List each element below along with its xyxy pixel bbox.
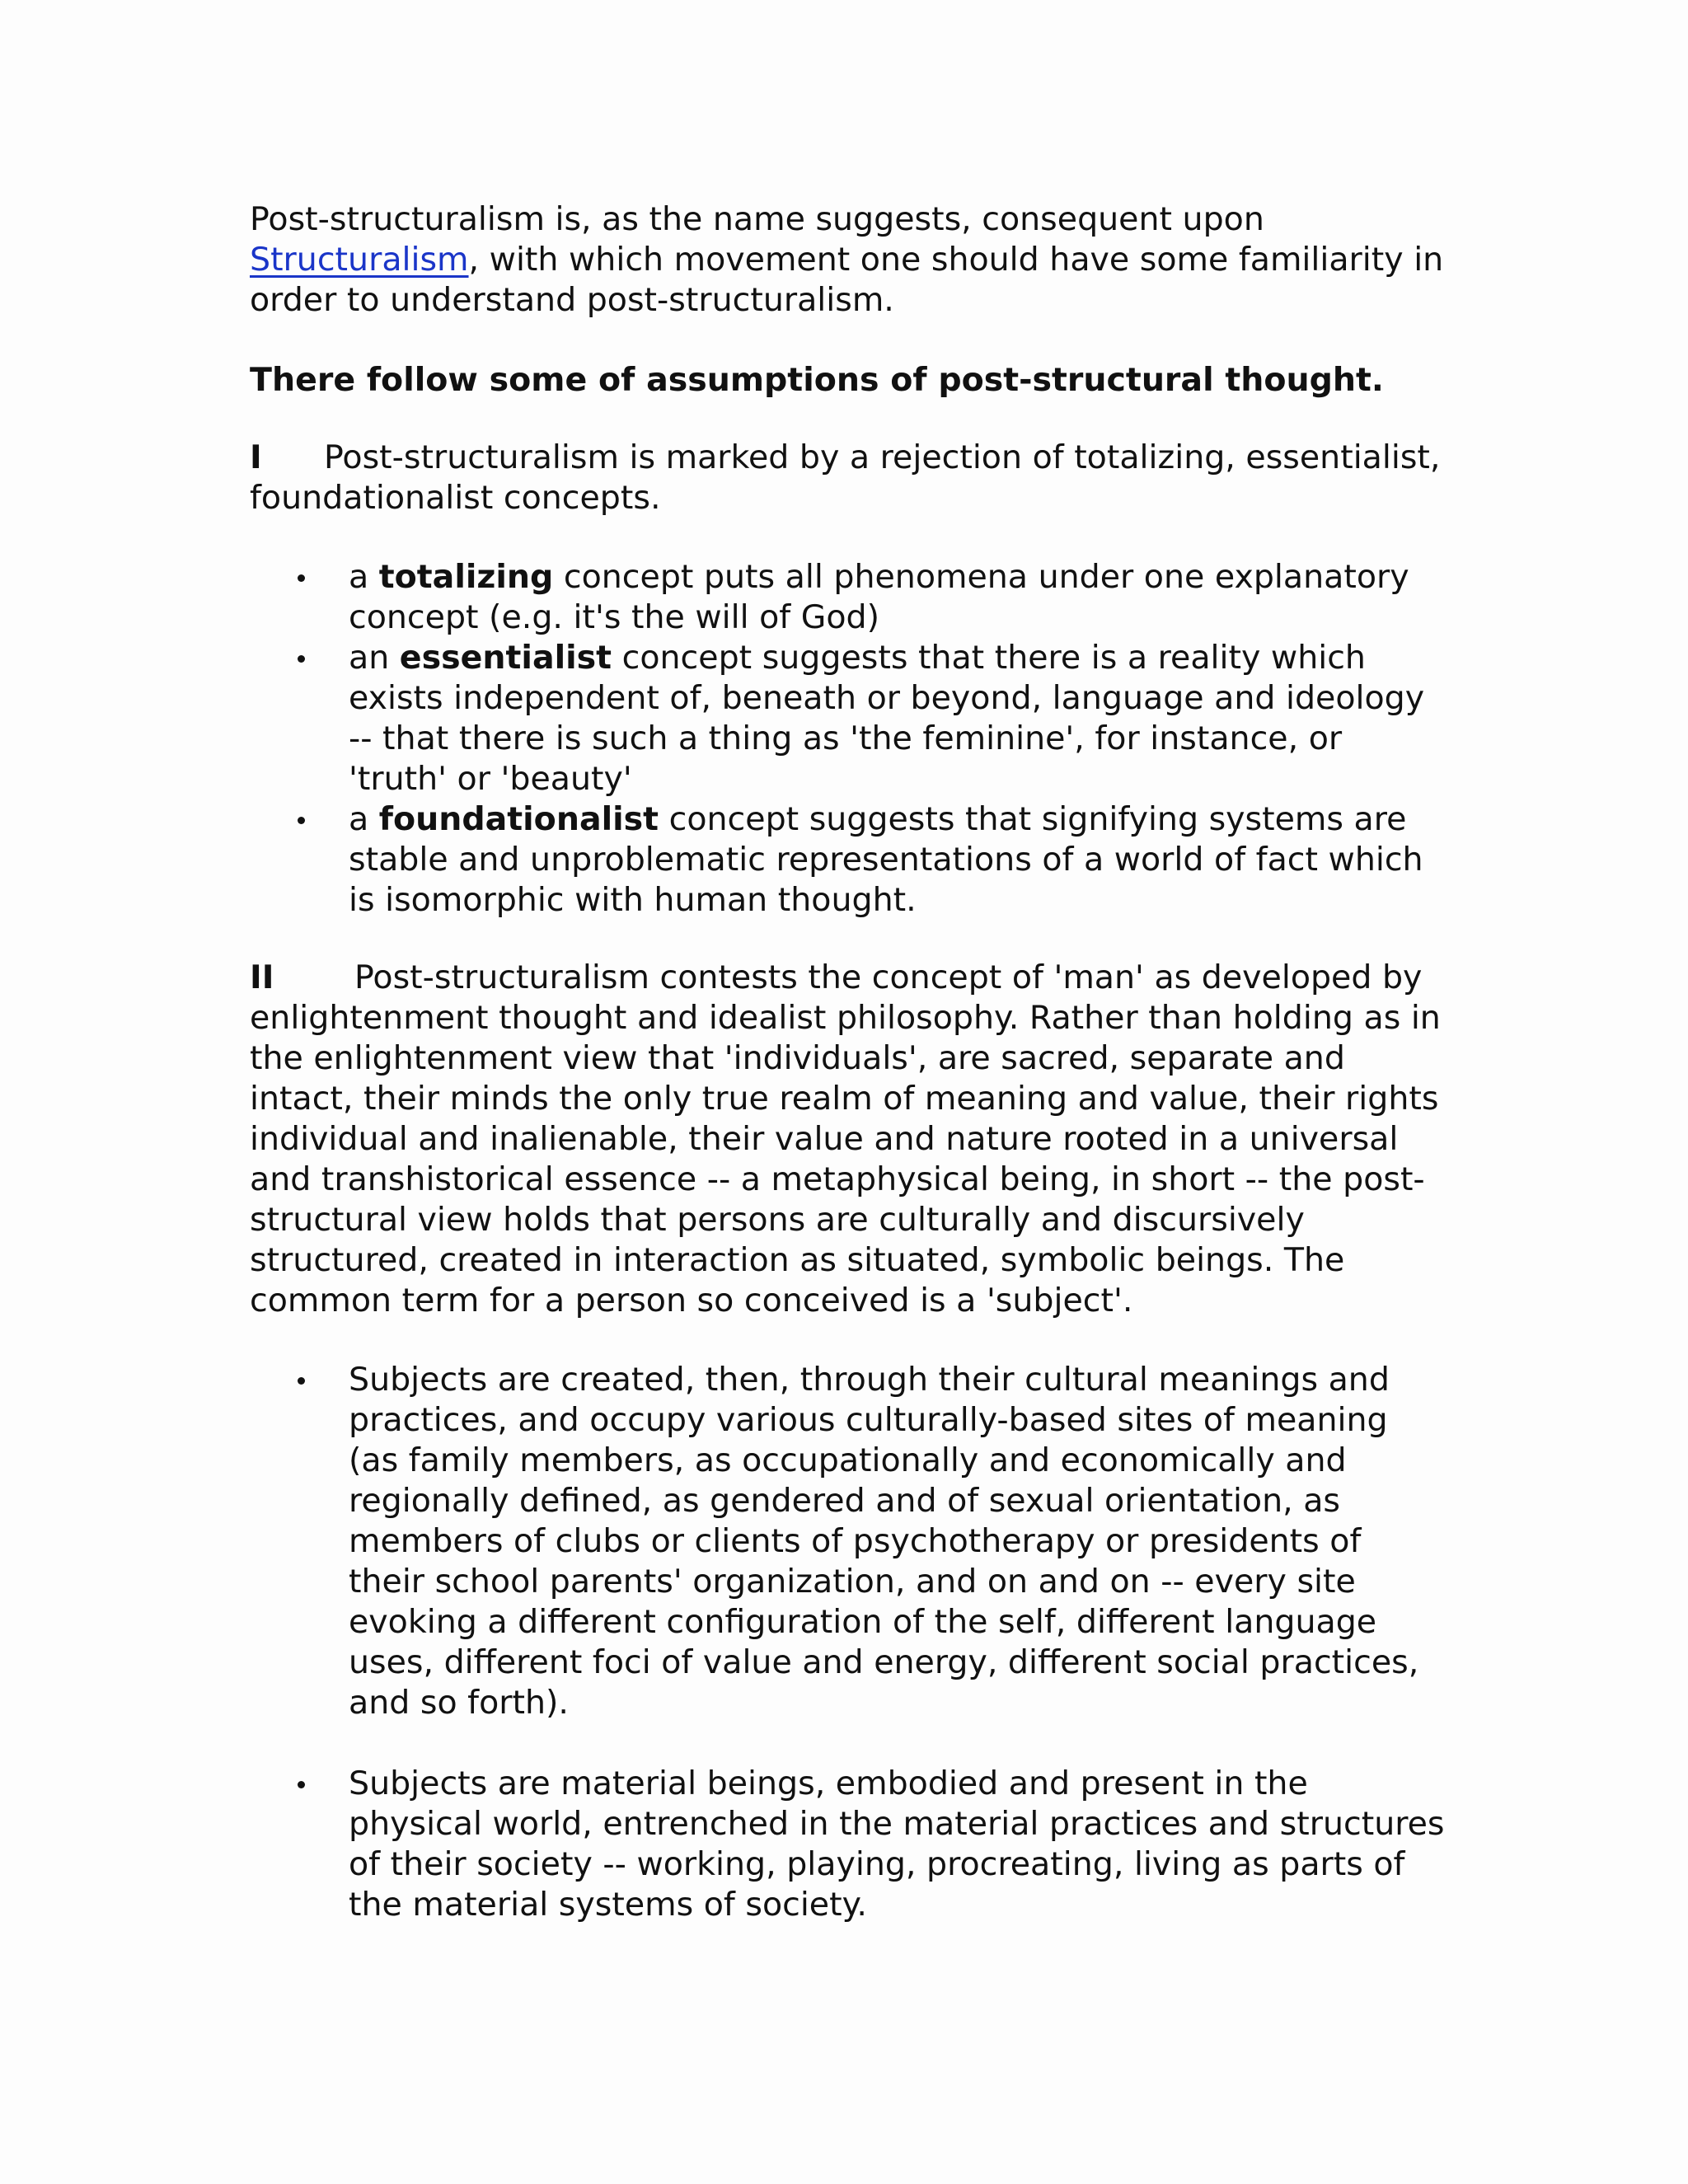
item-prefix: an — [349, 639, 400, 677]
section-1-numeral: I — [250, 438, 262, 476]
item-text: Subjects are created, then, through their cultural meanings and practices, and occupy various culturally-based sites of meaning (as family members, as occupationally and economically and regionally defined, as gendered and of sexual orientation, as members of clubs or clients of psychotherapy or presidents of their school parents' organization, and on and on -- every site evoking a different configuration of the self, different language uses, different foci of value and energy, different social practices, and so forth). — [349, 1361, 1419, 1722]
bullet-icon — [298, 1781, 305, 1788]
item-text: concept suggests that there is a reality which exists independent of, beneath or beyond, language and ideology -- that there is such a thing as 'the feminine', for instance, or 'truth' or 'beauty' — [349, 639, 1425, 798]
section-2-numeral: II — [250, 958, 274, 996]
item-prefix: a — [349, 800, 379, 838]
bullet-icon — [298, 1377, 305, 1385]
list-item — [250, 557, 1445, 638]
list-item — [250, 1360, 1445, 1723]
item-prefix: a — [349, 558, 379, 596]
concept-list — [250, 557, 1445, 921]
item-text: concept suggests that signifying systems are stable and unproblematic representations of a world of fact which is isomorphic with human thought. — [349, 800, 1423, 919]
list-item — [250, 1764, 1445, 1925]
item-text: Subjects are material beings, embodied and present in the physical world, entrenched in the material practices and structures of their society -- working, playing, procreating, living as parts of the material systems of society. — [349, 1765, 1445, 1924]
section-1-text: Post-structuralism is marked by a rejection of totalizing, essentialist, foundationalist concepts. — [250, 438, 1441, 517]
section-2-text: Post-structuralism contests the concept of 'man' as developed by enlightenment thought and idealist philosophy. Rather than holding as in the enlightenment view that 'individuals', are sacred, separate and intact, their minds the only true realm of meaning and value, their rights individual and inalienable, their value and nature rooted in a universal and transhistorical essence -- a metaphysical being, in short -- the post-structural view holds that persons are culturally and discursively structured, created in interaction as situated, symbolic beings. The common term for a person so conceived is a 'subject'. — [250, 958, 1441, 1319]
list-item — [250, 638, 1445, 799]
intro-text-end: , with which movement one should have some familiarity in order to understand post-structuralism. — [250, 241, 1444, 319]
bullet-icon — [298, 574, 305, 582]
intro-paragraph — [250, 199, 1445, 321]
section-heading: There follow some of assumptions of post-structural thought. — [250, 361, 1384, 399]
item-text: concept puts all phenomena under one explanatory concept (e.g. it's the will of God) — [349, 558, 1409, 636]
item-term: foundationalist — [378, 800, 659, 838]
item-term: essentialist — [399, 639, 612, 677]
section-1-paragraph — [250, 438, 1445, 518]
structuralism-link[interactable]: Structuralism — [250, 241, 469, 279]
intro-text-start: Post-structuralism is, as the name suggests, consequent upon — [250, 200, 1264, 238]
item-term: totalizing — [378, 558, 554, 596]
bullet-icon — [298, 655, 305, 663]
section-2-paragraph — [250, 958, 1445, 1321]
subject-list — [250, 1360, 1445, 1925]
list-item — [250, 799, 1445, 921]
bullet-icon — [298, 817, 305, 824]
